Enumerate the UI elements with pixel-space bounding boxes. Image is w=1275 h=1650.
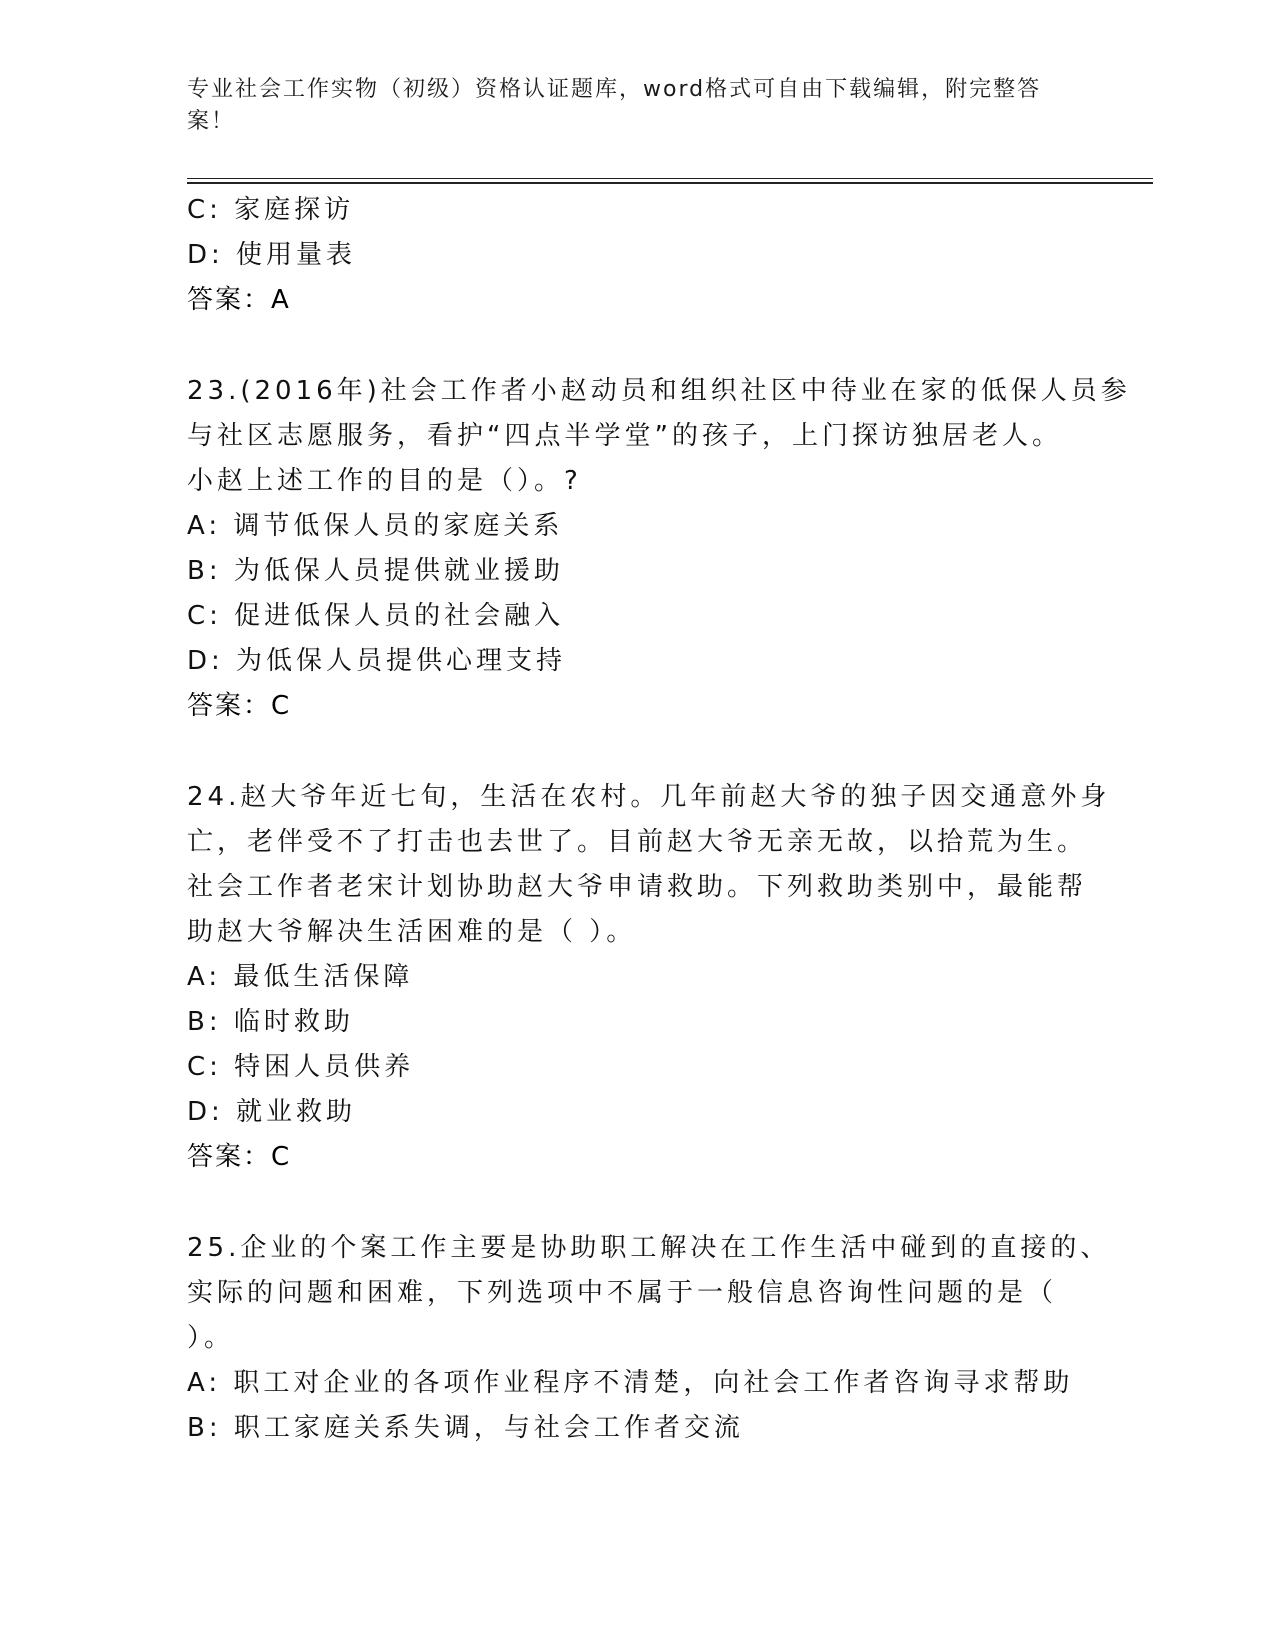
question-text-line: 亡，老伴受不了打击也去世了。目前赵大爷无亲无故，以拾荒为生。 (187, 827, 1088, 857)
question-text (187, 1226, 1111, 1361)
question-23 (187, 369, 1131, 729)
header-divider-thin (187, 178, 1153, 179)
spacer (187, 323, 1087, 369)
header-line-1: 专业社会工作实物（初级）资格认证题库，word格式可自由下载编辑，附完整答 (187, 77, 1042, 102)
question-text-line: 实际的问题和困难，下列选项中不属于一般信息咨询性问题的是（ (187, 1278, 1058, 1308)
option-a: A: 职工对企业的各项作业程序不清楚，向社会工作者咨询寻求帮助 (187, 1368, 1074, 1398)
option-c: C: 特困人员供养 (187, 1052, 415, 1082)
spacer (187, 1180, 1087, 1226)
option-b: B: 临时救助 (187, 1007, 354, 1037)
option-c: C: 促进低保人员的社会融入 (187, 601, 565, 631)
header-divider-thick (187, 182, 1153, 184)
question-text (187, 369, 1131, 504)
question-25 (187, 1226, 1111, 1451)
option-c: C: 家庭探访 (187, 195, 355, 225)
page-header (187, 74, 1072, 138)
option-a: A: 调节低保人员的家庭关系 (187, 511, 564, 541)
answer-line: 答案：C (187, 691, 292, 721)
page-content (187, 188, 1131, 1451)
question-text-line: 25.企业的个案工作主要是协助职工解决在工作生活中碰到的直接的、 (187, 1233, 1111, 1263)
prev-question (187, 188, 1087, 323)
answer-line: 答案：C (187, 1142, 292, 1172)
question-text (187, 775, 1111, 955)
question-24 (187, 775, 1111, 1180)
question-text-line: 社会工作者老宋计划协助赵大爷申请救助。下列救助类别中，最能帮 (187, 872, 1088, 902)
option-d: D: 为低保人员提供心理支持 (187, 646, 567, 676)
question-text-line: 助赵大爷解决生活困难的是（ ）。 (187, 917, 637, 947)
answer-line: 答案：A (187, 285, 291, 315)
question-text-line: 24.赵大爷年近七旬，生活在农村。几年前赵大爷的独子因交通意外身 (187, 782, 1111, 812)
option-d: D: 就业救助 (187, 1097, 357, 1127)
question-text-line: 与社区志愿服务，看护“四点半学堂”的孩子，上门探访独居老人。 (187, 421, 1062, 451)
header-line-2: 案！ (187, 109, 236, 134)
option-b: B: 职工家庭关系失调，与社会工作者交流 (187, 1413, 744, 1443)
option-a: A: 最低生活保障 (187, 962, 414, 992)
question-text-line: 23.(2016年)社会工作者小赵动员和组织社区中待业在家的低保人员参 (187, 376, 1131, 406)
question-text-line: 小赵上述工作的目的是（）。? (187, 466, 582, 496)
question-text-line: ）。 (187, 1323, 235, 1353)
option-b: B: 为低保人员提供就业援助 (187, 556, 564, 586)
option-d: D: 使用量表 (187, 240, 357, 270)
spacer (187, 729, 1087, 775)
